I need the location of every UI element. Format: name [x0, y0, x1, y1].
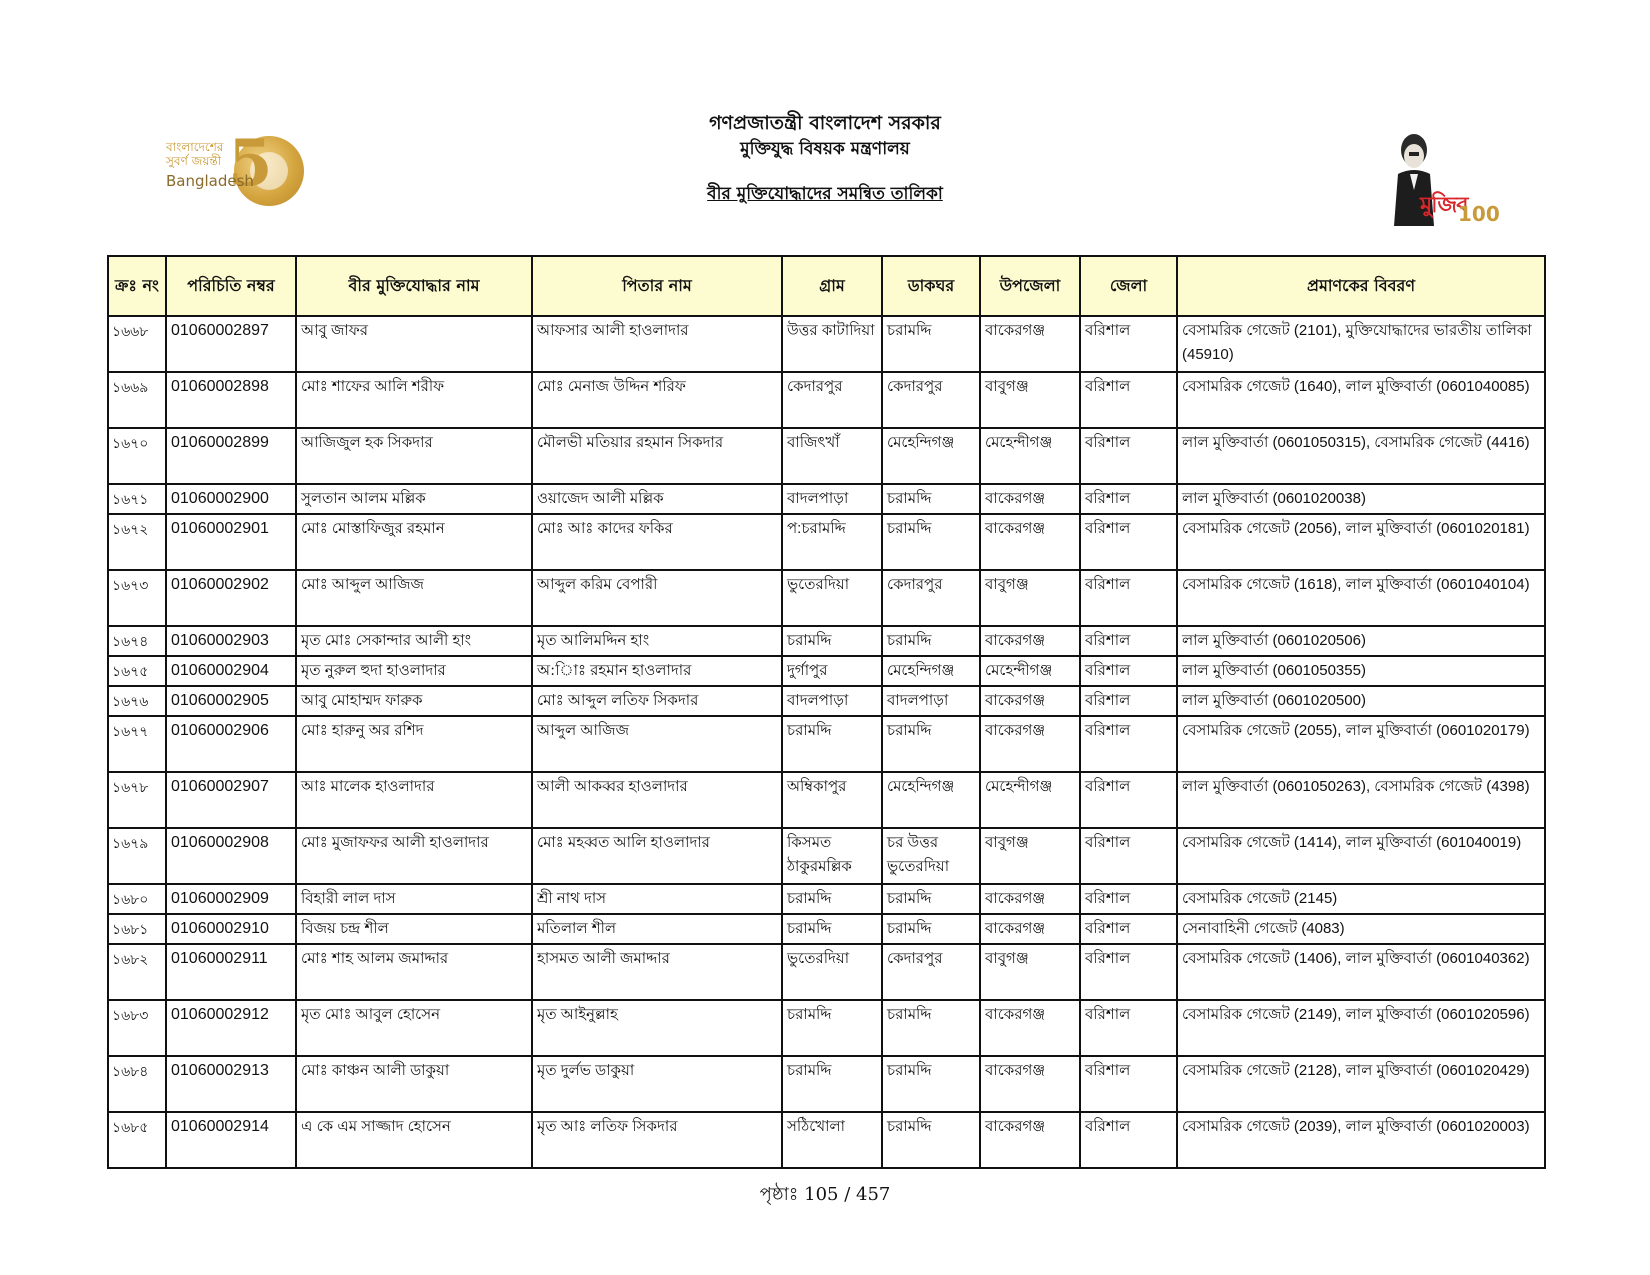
serial-cell: ১৬৭৬ [108, 686, 166, 716]
name-cell: মোঃ শাফের আলি শরীফ [296, 372, 532, 428]
district-cell: বরিশাল [1080, 570, 1177, 626]
district-cell: বরিশাল [1080, 1000, 1177, 1056]
upazila-cell: মেহেন্দীগঞ্জ [980, 656, 1080, 686]
name-cell: মোঃ মুজাফফর আলী হাওলাদার [296, 828, 532, 884]
post-office-cell: কেদারপুর [882, 944, 980, 1000]
freedom-fighters-table [107, 255, 1546, 1169]
document-header [0, 110, 1650, 206]
col-village: গ্রাম [782, 256, 882, 316]
proof-cell: বেসামরিক গেজেট (2055), লাল মুক্তিবার্তা (0601020179) [1177, 716, 1545, 772]
jubilee-bn-text: বাংলাদেশের সুবর্ণ জয়ন্তী [166, 140, 224, 168]
id-cell: 01060002914 [166, 1112, 296, 1168]
father-cell: মৌলভী মতিয়ার রহমান সিকদার [532, 428, 782, 484]
proof-cell: বেসামরিক গেজেট (2056), লাল মুক্তিবার্তা (0601020181) [1177, 514, 1545, 570]
id-cell: 01060002903 [166, 626, 296, 656]
table-row [108, 716, 1545, 772]
district-cell: বরিশাল [1080, 828, 1177, 884]
name-cell: সুলতান আলম মল্লিক [296, 484, 532, 514]
proof-cell: লাল মুক্তিবার্তা (0601050355) [1177, 656, 1545, 686]
post-office-cell: মেহেন্দিগঞ্জ [882, 656, 980, 686]
village-cell: চরামদ্দি [782, 716, 882, 772]
post-office-cell: বাদলপাড়া [882, 686, 980, 716]
table-header-row [108, 256, 1545, 316]
name-cell: মৃত মোঃ সেকান্দার আলী হাং [296, 626, 532, 656]
serial-cell: ১৬৮১ [108, 914, 166, 944]
upazila-cell: বাবুগঞ্জ [980, 570, 1080, 626]
district-cell: বরিশাল [1080, 484, 1177, 514]
serial-cell: ১৬৮২ [108, 944, 166, 1000]
serial-cell: ১৬৭৯ [108, 828, 166, 884]
id-cell: 01060002900 [166, 484, 296, 514]
mujib-number: 100 [1458, 202, 1500, 226]
village-cell: চরামদ্দি [782, 1000, 882, 1056]
col-father: পিতার নাম [532, 256, 782, 316]
serial-cell: ১৬৮০ [108, 884, 166, 914]
table-row [108, 428, 1545, 484]
district-cell: বরিশাল [1080, 316, 1177, 372]
upazila-cell: বাকেরগঞ্জ [980, 914, 1080, 944]
father-cell: মোঃ আঃ কাদের ফকির [532, 514, 782, 570]
district-cell: বরিশাল [1080, 514, 1177, 570]
table-row [108, 944, 1545, 1000]
table-row [108, 1112, 1545, 1168]
post-office-cell: চরামদ্দি [882, 316, 980, 372]
name-cell: মোঃ শাহ আলম জমাদ্দার [296, 944, 532, 1000]
father-cell: হাসমত আলী জমাদ্দার [532, 944, 782, 1000]
proof-cell: বেসামরিক গেজেট (1640), লাল মুক্তিবার্তা (0601040085) [1177, 372, 1545, 428]
name-cell: মৃত নুরুল হুদা হাওলাদার [296, 656, 532, 686]
post-office-cell: মেহেন্দিগঞ্জ [882, 772, 980, 828]
id-cell: 01060002897 [166, 316, 296, 372]
id-cell: 01060002899 [166, 428, 296, 484]
father-cell: মোঃ মেনাজ উদ্দিন শরিফ [532, 372, 782, 428]
col-serial: ক্রঃ নং [108, 256, 166, 316]
id-cell: 01060002907 [166, 772, 296, 828]
serial-cell: ১৬৭৪ [108, 626, 166, 656]
father-cell: আব্দুল করিম বেপারী [532, 570, 782, 626]
id-cell: 01060002898 [166, 372, 296, 428]
village-cell: বাদলপাড়া [782, 686, 882, 716]
table-row [108, 484, 1545, 514]
col-id: পরিচিতি নম্বর [166, 256, 296, 316]
village-cell: চরামদ্দি [782, 626, 882, 656]
name-cell: মোঃ মোস্তাফিজুর রহমান [296, 514, 532, 570]
village-cell: কিসমত ঠাকুরমল্লিক [782, 828, 882, 884]
table-row [108, 570, 1545, 626]
proof-cell: বেসামরিক গেজেট (2039), লাল মুক্তিবার্তা (0601020003) [1177, 1112, 1545, 1168]
district-cell: বরিশাল [1080, 914, 1177, 944]
id-cell: 01060002905 [166, 686, 296, 716]
id-cell: 01060002913 [166, 1056, 296, 1112]
name-cell: আঃ মালেক হাওলাদার [296, 772, 532, 828]
post-office-cell: চরামদ্দি [882, 1000, 980, 1056]
col-upazila: উপজেলা [980, 256, 1080, 316]
post-office-cell: চরামদ্দি [882, 914, 980, 944]
village-cell: চরামদ্দি [782, 884, 882, 914]
district-cell: বরিশাল [1080, 626, 1177, 656]
father-cell: মোঃ মহব্বত আলি হাওলাদার [532, 828, 782, 884]
post-office-cell: চরামদ্দি [882, 1056, 980, 1112]
serial-cell: ১৬৭১ [108, 484, 166, 514]
ministry-title: মুক্তিযুদ্ধ বিষয়ক মন্ত্রণালয় [740, 139, 910, 159]
upazila-cell: বাকেরগঞ্জ [980, 1056, 1080, 1112]
id-cell: 01060002908 [166, 828, 296, 884]
proof-cell: বেসামরিক গেজেট (2145) [1177, 884, 1545, 914]
proof-cell: লাল মুক্তিবার্তা (0601050263), বেসামরিক গেজেট (4398) [1177, 772, 1545, 828]
proof-cell: লাল মুক্তিবার্তা (0601020506) [1177, 626, 1545, 656]
father-cell: মৃত আলিমদ্দিন হাং [532, 626, 782, 656]
name-cell: মোঃ কাঞ্চন আলী ডাকুয়া [296, 1056, 532, 1112]
district-cell: বরিশাল [1080, 656, 1177, 686]
post-office-cell: চরামদ্দি [882, 1112, 980, 1168]
upazila-cell: বাকেরগঞ্জ [980, 884, 1080, 914]
village-cell: প:চরামদ্দি [782, 514, 882, 570]
village-cell: বাদলপাড়া [782, 484, 882, 514]
name-cell: আজিজুল হক সিকদার [296, 428, 532, 484]
proof-cell: সেনাবাহিনী গেজেট (4083) [1177, 914, 1545, 944]
post-office-cell: মেহেন্দিগঞ্জ [882, 428, 980, 484]
table-row [108, 372, 1545, 428]
district-cell: বরিশাল [1080, 372, 1177, 428]
village-cell: দুর্গাপুর [782, 656, 882, 686]
proof-cell: বেসামরিক গেজেট (1618), লাল মুক্তিবার্তা (0601040104) [1177, 570, 1545, 626]
id-cell: 01060002909 [166, 884, 296, 914]
serial-cell: ১৬৬৮ [108, 316, 166, 372]
table-row [108, 626, 1545, 656]
village-cell: ভুতেরদিয়া [782, 570, 882, 626]
id-cell: 01060002911 [166, 944, 296, 1000]
district-cell: বরিশাল [1080, 686, 1177, 716]
district-cell: বরিশাল [1080, 716, 1177, 772]
village-cell: বাজিৎখাঁ [782, 428, 882, 484]
table-row [108, 884, 1545, 914]
id-cell: 01060002902 [166, 570, 296, 626]
serial-cell: ১৬৮৫ [108, 1112, 166, 1168]
father-cell: আব্দুল আজিজ [532, 716, 782, 772]
district-cell: বরিশাল [1080, 1112, 1177, 1168]
village-cell: কেদারপুর [782, 372, 882, 428]
table-row [108, 316, 1545, 372]
father-cell: আলী আকব্বর হাওলাদার [532, 772, 782, 828]
serial-cell: ১৬৭৩ [108, 570, 166, 626]
table-row [108, 828, 1545, 884]
post-office-cell: চরামদ্দি [882, 514, 980, 570]
post-office-cell: চরামদ্দি [882, 626, 980, 656]
proof-cell: বেসামরিক গেজেট (1406), লাল মুক্তিবার্তা (0601040362) [1177, 944, 1545, 1000]
serial-cell: ১৬৭৫ [108, 656, 166, 686]
serial-cell: ১৬৭৭ [108, 716, 166, 772]
id-cell: 01060002910 [166, 914, 296, 944]
village-cell: চরামদ্দি [782, 1056, 882, 1112]
col-name: বীর মুক্তিযোদ্ধার নাম [296, 256, 532, 316]
name-cell: আবু মোহাম্মদ ফারুক [296, 686, 532, 716]
upazila-cell: বাকেরগঞ্জ [980, 484, 1080, 514]
father-cell: মৃত দুর্লভ ডাকুয়া [532, 1056, 782, 1112]
proof-cell: বেসামরিক গেজেট (2101), মুক্তিযোদ্ধাদের ভারতীয় তালিকা (45910) [1177, 316, 1545, 372]
name-cell: মোঃ হারুনু অর রশিদ [296, 716, 532, 772]
father-cell: মৃত আঃ লতিফ সিকদার [532, 1112, 782, 1168]
upazila-cell: বাকেরগঞ্জ [980, 716, 1080, 772]
mujib-text: মুজিব [1420, 192, 1468, 218]
table-row [108, 686, 1545, 716]
village-cell: সঠিখোলা [782, 1112, 882, 1168]
post-office-cell: চরামদ্দি [882, 484, 980, 514]
name-cell: বিজয় চন্দ্র শীল [296, 914, 532, 944]
serial-cell: ১৬৭০ [108, 428, 166, 484]
id-cell: 01060002906 [166, 716, 296, 772]
post-office-cell: চরামদ্দি [882, 884, 980, 914]
list-title: বীর মুক্তিযোদ্ধাদের সমন্বিত তালিকা [707, 184, 943, 204]
father-cell: মতিলাল শীল [532, 914, 782, 944]
name-cell: বিহারী লাল দাস [296, 884, 532, 914]
id-cell: 01060002904 [166, 656, 296, 686]
upazila-cell: বাকেরগঞ্জ [980, 686, 1080, 716]
upazila-cell: মেহেন্দীগঞ্জ [980, 772, 1080, 828]
proof-cell: বেসামরিক গেজেট (2128), লাল মুক্তিবার্তা (0601020429) [1177, 1056, 1545, 1112]
serial-cell: ১৬৮৪ [108, 1056, 166, 1112]
post-office-cell: কেদারপুর [882, 372, 980, 428]
table-row [108, 1000, 1545, 1056]
village-cell: চরামদ্দি [782, 914, 882, 944]
col-proof: প্রমাণকের বিবরণ [1177, 256, 1545, 316]
proof-cell: বেসামরিক গেজেট (2149), লাল মুক্তিবার্তা (0601020596) [1177, 1000, 1545, 1056]
upazila-cell: মেহেন্দীগঞ্জ [980, 428, 1080, 484]
district-cell: বরিশাল [1080, 944, 1177, 1000]
district-cell: বরিশাল [1080, 1056, 1177, 1112]
page-number: পৃষ্ঠাঃ 105 / 457 [759, 1184, 891, 1205]
proof-cell: বেসামরিক গেজেট (1414), লাল মুক্তিবার্তা (601040019) [1177, 828, 1545, 884]
jubilee-en-text: Bangladesh [166, 172, 254, 190]
table-row [108, 914, 1545, 944]
post-office-cell: কেদারপুর [882, 570, 980, 626]
col-post-office: ডাকঘর [882, 256, 980, 316]
serial-cell: ১৬৮৩ [108, 1000, 166, 1056]
jubilee-number: 5 [228, 126, 273, 201]
proof-cell: লাল মুক্তিবার্তা (0601020038) [1177, 484, 1545, 514]
serial-cell: ১৬৭৮ [108, 772, 166, 828]
proof-cell: লাল মুক্তিবার্তা (0601020500) [1177, 686, 1545, 716]
name-cell: আবু জাফর [296, 316, 532, 372]
proof-cell: লাল মুক্তিবার্তা (0601050315), বেসামরিক গেজেট (4416) [1177, 428, 1545, 484]
id-cell: 01060002912 [166, 1000, 296, 1056]
father-cell: আফসার আলী হাওলাদার [532, 316, 782, 372]
village-cell: ভুতেরদিয়া [782, 944, 882, 1000]
name-cell: মোঃ আব্দুল আজিজ [296, 570, 532, 626]
table-row [108, 656, 1545, 686]
upazila-cell: বাবুগঞ্জ [980, 944, 1080, 1000]
father-cell: মোঃ আব্দুল লতিফ সিকদার [532, 686, 782, 716]
district-cell: বরিশাল [1080, 772, 1177, 828]
name-cell: এ কে এম সাজ্জাদ হোসেন [296, 1112, 532, 1168]
upazila-cell: বাকেরগঞ্জ [980, 1000, 1080, 1056]
upazila-cell: বাবুগঞ্জ [980, 372, 1080, 428]
father-cell: অ:ািঃ রহমান হাওলাদার [532, 656, 782, 686]
upazila-cell: বাকেরগঞ্জ [980, 514, 1080, 570]
district-cell: বরিশাল [1080, 884, 1177, 914]
serial-cell: ১৬৬৯ [108, 372, 166, 428]
table-row [108, 1056, 1545, 1112]
table-row [108, 772, 1545, 828]
district-cell: বরিশাল [1080, 428, 1177, 484]
father-cell: ওয়াজেদ আলী মল্লিক [532, 484, 782, 514]
upazila-cell: বাবুগঞ্জ [980, 828, 1080, 884]
post-office-cell: চর উত্তর ভুতেরদিয়া [882, 828, 980, 884]
id-cell: 01060002901 [166, 514, 296, 570]
name-cell: মৃত মোঃ আবুল হোসেন [296, 1000, 532, 1056]
serial-cell: ১৬৭২ [108, 514, 166, 570]
village-cell: অম্বিকাপুর [782, 772, 882, 828]
father-cell: শ্রী নাথ দাস [532, 884, 782, 914]
table-row [108, 514, 1545, 570]
upazila-cell: বাকেরগঞ্জ [980, 626, 1080, 656]
col-district: জেলা [1080, 256, 1177, 316]
government-title: গণপ্রজাতন্ত্রী বাংলাদেশ সরকার [709, 112, 941, 134]
post-office-cell: চরামদ্দি [882, 716, 980, 772]
father-cell: মৃত আইনুল্লাহ [532, 1000, 782, 1056]
upazila-cell: বাকেরগঞ্জ [980, 316, 1080, 372]
village-cell: উত্তর কাটাদিয়া [782, 316, 882, 372]
upazila-cell: বাকেরগঞ্জ [980, 1112, 1080, 1168]
